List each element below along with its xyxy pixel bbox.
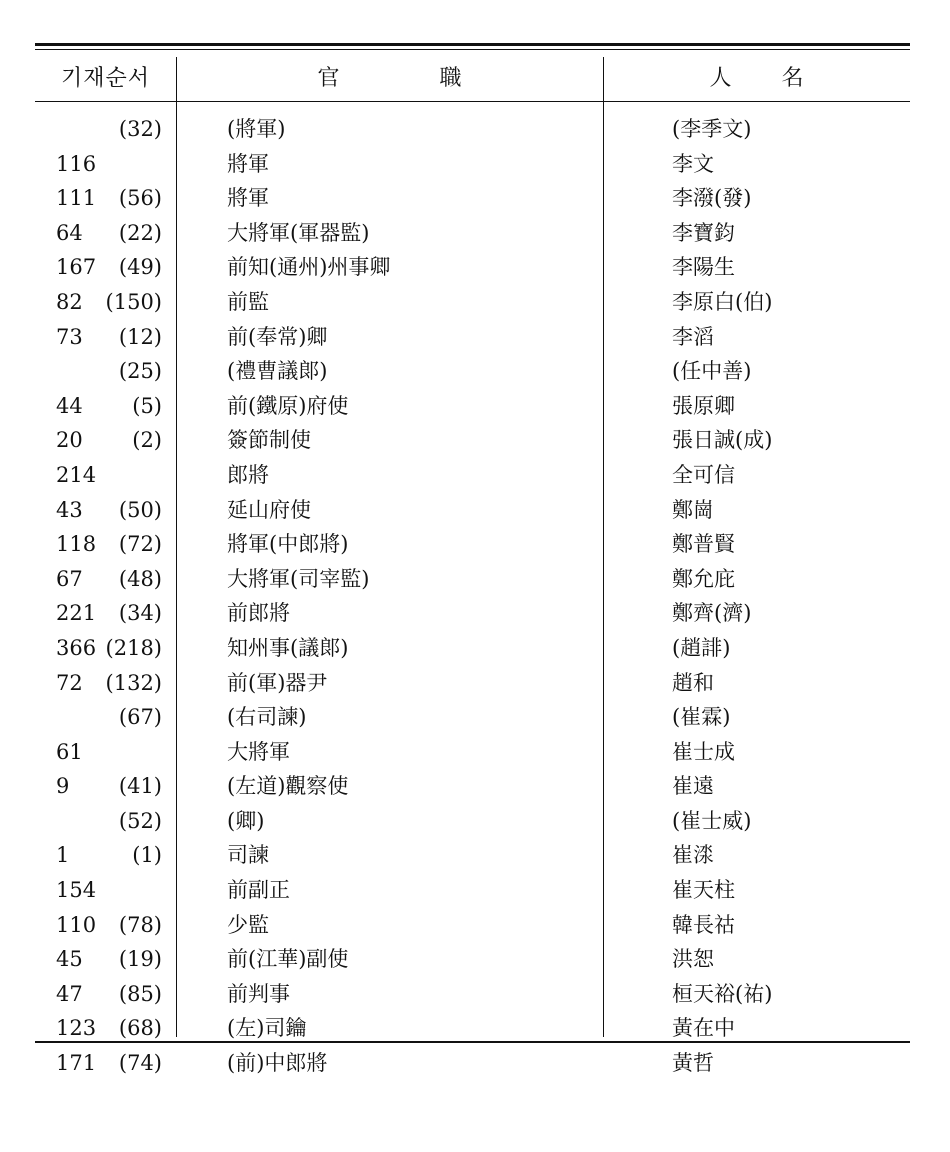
paren-order-cell: (25) [118, 359, 162, 384]
name-cell: 崔渁 [672, 843, 714, 868]
name-cell: 張原卿 [672, 393, 735, 418]
post-cell: (將軍) [227, 117, 286, 141]
name-cell: 黃哲 [672, 1051, 714, 1076]
name-cell: 李潑(發) [672, 186, 752, 211]
post-cell: 大將軍 [227, 739, 290, 764]
order-cell: 47 [56, 981, 83, 1006]
table-row [0, 389, 950, 424]
order-cell: 171 [56, 1051, 97, 1076]
order-cell: 72 [56, 670, 83, 695]
paren-order-cell: (34) [118, 601, 162, 626]
paren-order-cell: (50) [118, 497, 162, 522]
paren-order-cell: (48) [118, 566, 162, 591]
paren-order-cell: (67) [118, 705, 162, 730]
post-cell: 前(軍)器尹 [227, 670, 328, 695]
post-cell: 前(鐵原)府使 [227, 393, 349, 418]
table-row [0, 631, 950, 666]
name-cell: 全可信 [672, 462, 735, 487]
order-cell: 61 [56, 739, 83, 764]
order-cell: 1 [56, 843, 70, 868]
name-cell: 李寶鈞 [672, 220, 735, 245]
table-row [0, 700, 950, 735]
order-cell: 154 [56, 878, 97, 903]
table-row [0, 977, 950, 1012]
post-cell: 前(奉常)卿 [227, 324, 328, 349]
name-cell: 崔士成 [672, 739, 735, 764]
order-cell: 214 [56, 462, 97, 487]
top-rule-thick [35, 43, 910, 46]
name-cell: 黃在中 [672, 1016, 735, 1041]
table-row [0, 354, 950, 389]
paren-order-cell: (52) [118, 808, 162, 833]
post-cell: (禮曹議郞) [227, 359, 328, 384]
paren-order-cell: (41) [118, 774, 162, 799]
post-cell: 大將軍(軍器監) [227, 220, 370, 245]
table-row [0, 838, 950, 873]
name-cell: (李季文) [672, 117, 752, 141]
order-cell: 82 [56, 289, 83, 314]
post-cell: 前副正 [227, 878, 290, 903]
name-cell: (崔士威) [672, 808, 752, 833]
name-cell: 鄭允庇 [672, 566, 735, 591]
paren-order-cell: (74) [118, 1051, 162, 1076]
paren-order-cell: (56) [118, 186, 162, 211]
post-cell: 延山府使 [227, 497, 311, 522]
paren-order-cell: (12) [118, 324, 162, 349]
order-cell: 111 [56, 186, 97, 211]
table-row [0, 493, 950, 528]
order-cell: 366 [56, 635, 97, 660]
table-row [0, 873, 950, 908]
post-cell: 將軍 [227, 186, 269, 211]
name-cell: 李滔 [672, 324, 714, 349]
post-cell: 司諫 [227, 843, 269, 868]
post-cell: (卿) [227, 808, 265, 833]
paren-order-cell: (85) [118, 981, 162, 1006]
table-row [0, 735, 950, 770]
post-cell: 大將軍(司宰監) [227, 566, 370, 591]
header-name: 人名 [709, 66, 854, 91]
table-row [0, 458, 950, 493]
name-cell: (崔霖) [672, 705, 731, 730]
table-row [0, 942, 950, 977]
order-cell: 20 [56, 428, 83, 453]
table-row [0, 285, 950, 320]
order-cell: 73 [56, 324, 83, 349]
post-cell: (前)中郎將 [227, 1051, 328, 1076]
name-cell: 鄭崗 [672, 497, 714, 522]
name-cell: 李陽生 [672, 255, 735, 280]
order-cell: 167 [56, 255, 97, 280]
paren-order-cell: (19) [118, 947, 162, 972]
order-cell: 118 [56, 532, 97, 557]
post-cell: 將軍(中郎將) [227, 532, 349, 557]
table-row [0, 147, 950, 182]
post-cell: 前郎將 [227, 601, 290, 626]
post-cell: 郎將 [227, 462, 269, 487]
paren-order-cell: (72) [118, 532, 162, 557]
paren-order-cell: (32) [118, 117, 162, 141]
order-cell: 9 [56, 774, 70, 799]
name-cell: 桓天裕(祐) [672, 981, 773, 1006]
name-cell: 李文 [672, 151, 714, 176]
name-cell: 鄭齊(濟) [672, 601, 752, 626]
name-cell: (趙誹) [672, 635, 731, 660]
name-cell: 洪恕 [672, 947, 714, 972]
post-cell: 前監 [227, 289, 269, 314]
table-row [0, 423, 950, 458]
header-order: 기재순서 [60, 66, 150, 91]
paren-order-cell: (22) [118, 220, 162, 245]
table-row [0, 527, 950, 562]
order-cell: 44 [56, 393, 83, 418]
order-cell: 67 [56, 566, 83, 591]
post-cell: (右司諫) [227, 705, 307, 730]
order-cell: 43 [56, 497, 83, 522]
paren-order-cell: (49) [118, 255, 162, 280]
header-post: 官職 [317, 66, 562, 91]
order-cell: 45 [56, 947, 83, 972]
bottom-rule [35, 1041, 910, 1043]
table-row [0, 562, 950, 597]
post-cell: 前判事 [227, 981, 290, 1006]
name-cell: 崔天柱 [672, 878, 735, 903]
post-cell: 簽節制使 [227, 428, 311, 453]
order-cell: 64 [56, 220, 83, 245]
table-row [0, 666, 950, 701]
post-cell: 前知(通州)州事卿 [227, 255, 391, 280]
order-cell: 221 [56, 601, 97, 626]
table-row [0, 1046, 950, 1081]
name-cell: 崔遠 [672, 774, 714, 799]
paren-order-cell: (1) [132, 843, 162, 868]
order-cell: 116 [56, 151, 97, 176]
paren-order-cell: (78) [118, 912, 162, 937]
table-body [0, 112, 950, 1081]
paren-order-cell: (132) [105, 670, 162, 695]
table-row [0, 769, 950, 804]
table-row [0, 216, 950, 251]
name-cell: 韓長祜 [672, 912, 735, 937]
post-cell: 前(江華)副使 [227, 947, 349, 972]
post-cell: (左道)觀察使 [227, 774, 349, 799]
paren-order-cell: (218) [105, 635, 162, 660]
order-cell: 123 [56, 1016, 97, 1041]
paren-order-cell: (68) [118, 1016, 162, 1041]
name-cell: 鄭普賢 [672, 532, 735, 557]
paren-order-cell: (150) [105, 289, 162, 314]
table-row [0, 596, 950, 631]
post-cell: (左)司鑰 [227, 1016, 307, 1041]
paren-order-cell: (5) [132, 393, 162, 418]
table-row [0, 320, 950, 355]
table-row [0, 112, 950, 147]
top-rule-thin [35, 49, 910, 50]
post-cell: 將軍 [227, 151, 269, 176]
table-row [0, 250, 950, 285]
post-cell: 知州事(議郞) [227, 635, 349, 660]
name-cell: 張日誠(成) [672, 428, 773, 453]
table-row [0, 804, 950, 839]
paren-order-cell: (2) [132, 428, 162, 453]
header-rule [35, 101, 910, 102]
name-cell: 趙和 [672, 670, 714, 695]
post-cell: 少監 [227, 912, 269, 937]
table-row [0, 181, 950, 216]
order-cell: 110 [56, 912, 97, 937]
name-cell: (任中善) [672, 359, 752, 384]
table-row [0, 908, 950, 943]
name-cell: 李原白(伯) [672, 289, 773, 314]
